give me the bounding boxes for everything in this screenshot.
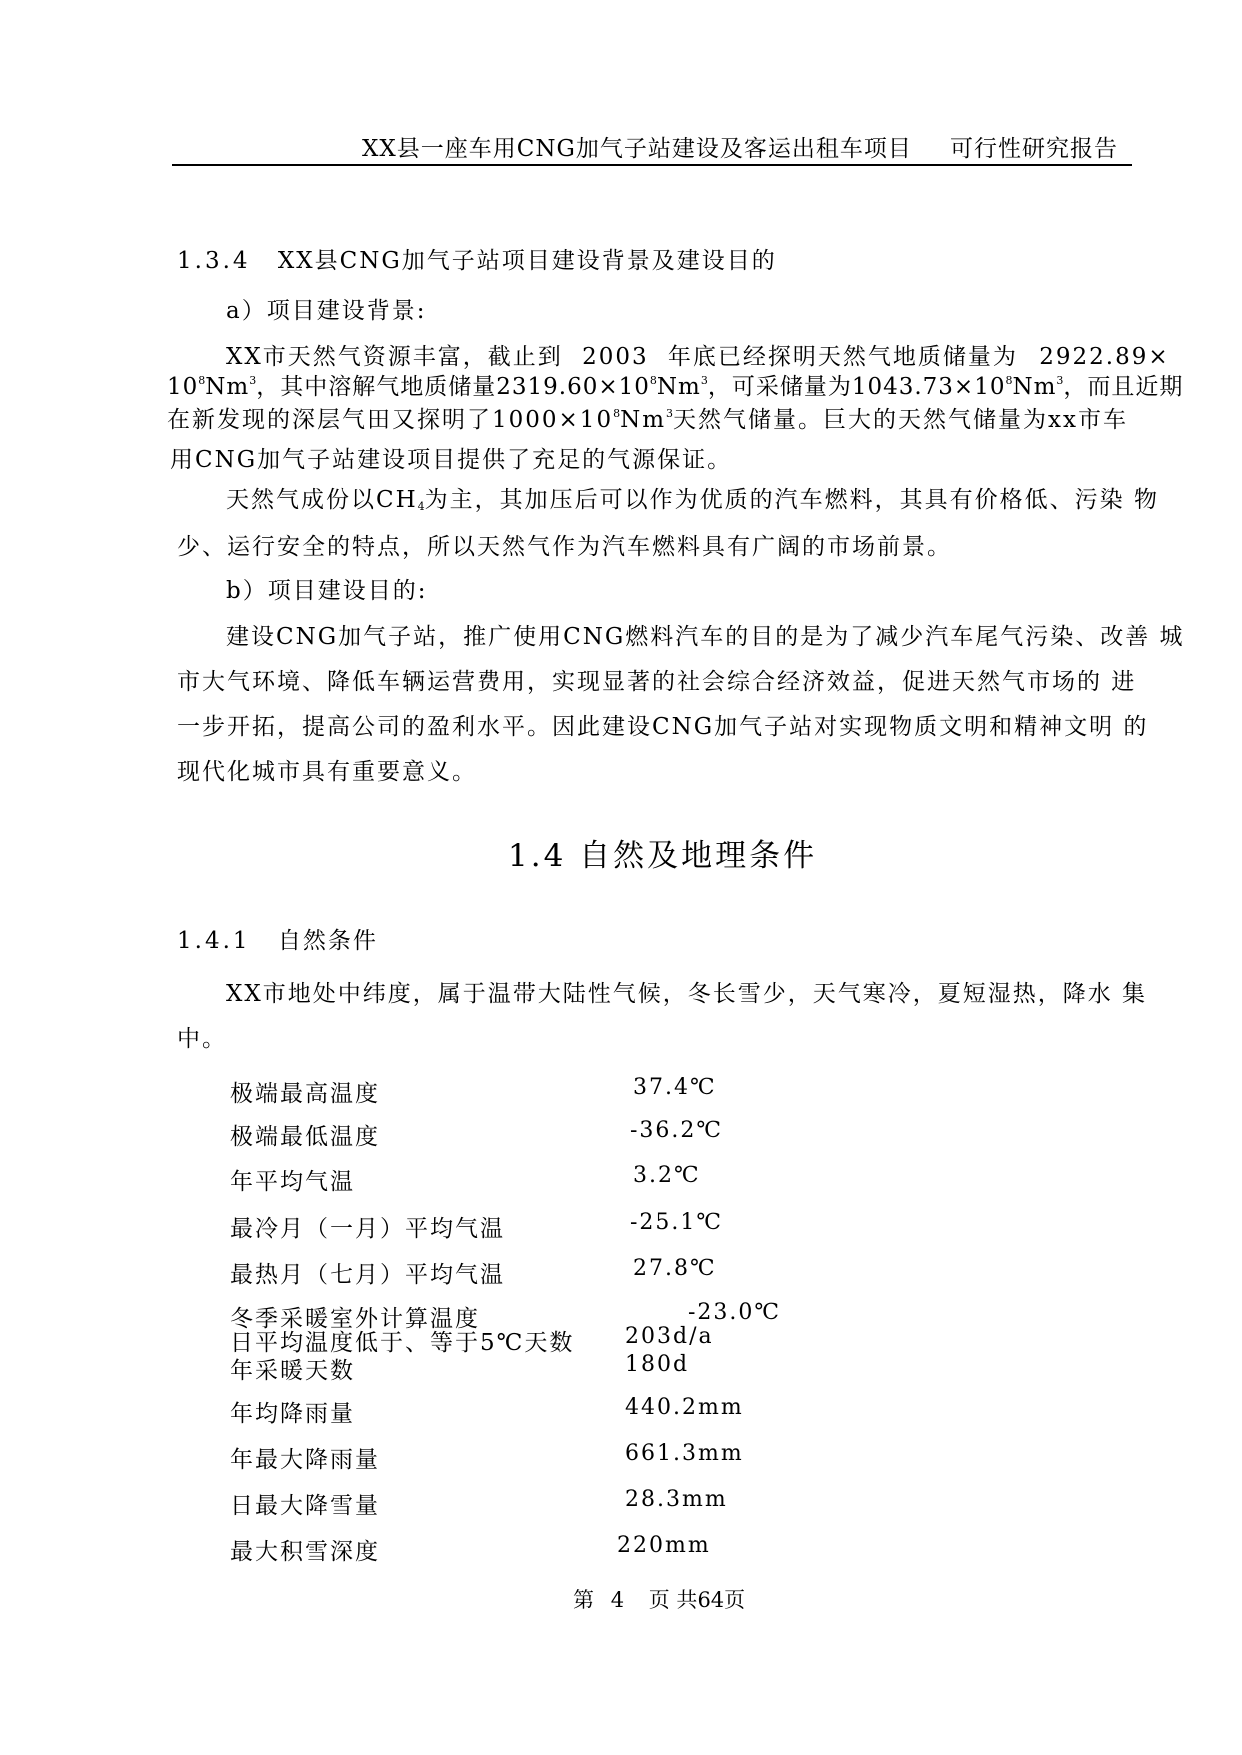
section-1-3-4-heading [177,242,777,275]
climate-value: 27.8℃ [633,1256,717,1281]
paragraph-1-line-2: $10^8Nm^3$，其中溶解气地质储量$2319.60\times 10^8Nm^3$，可采储量为$1043.73\times 10^8Nm^3$，而且近期 [167,374,1184,400]
climate-value: 3.2℃ [633,1163,701,1188]
section-number: 1.4.1 [177,928,251,954]
climate-label: 年均降雨量 [230,1401,355,1427]
climate-label: 冬季采暖室外计算温度 [230,1306,480,1332]
subheading-background: a）项目建设背景: [226,298,427,324]
climate-value: 661.3mm [625,1441,744,1466]
climate-label: 最大积雪深度 [230,1539,380,1565]
climate-value: -23.0℃ [688,1300,782,1325]
climate-value: 37.4℃ [633,1075,717,1100]
section-1-4-1-heading [177,922,378,955]
climate-value: -25.1℃ [630,1210,724,1235]
climate-value: 203d/a [625,1324,714,1349]
paragraph-3-line-2: 市大气环境、降低车辆运营费用，实现显著的社会综合经济效益，促进天然气市场的 进 [177,669,1137,695]
section-title: 自然条件 [277,928,378,954]
paragraph-1-line-3: 在新发现的深层气田又探明了$1000\times 10^8Nm^3$天然气储量。巨大的天然气储量为xx市车 [167,407,1128,433]
climate-value: -36.2℃ [630,1118,724,1143]
subheading-purpose: b）项目建设目的: [226,578,428,604]
climate-intro-line-2: 中。 [177,1026,227,1052]
section-title: XX县CNG加气子站项目建设背景及建设目的 [277,248,777,274]
paragraph-1-line-1: XX市天然气资源丰富，截止到 2003 年底已经探明天然气地质储量为 2922.89× [226,344,1170,370]
climate-label: 极端最低温度 [230,1124,380,1150]
paragraph-3-line-4: 现代化城市具有重要意义。 [177,759,477,785]
climate-label: 最冷月（一月）平均气温 [230,1216,505,1242]
climate-label: 极端最高温度 [230,1081,380,1107]
climate-intro-line-1: XX市地处中纬度，属于温带大陆性气候，冬长雪少，天气寒冷，夏短湿热，降水 集 [226,981,1148,1007]
section-number: 1.3.4 [177,248,251,274]
climate-label: 日平均温度低于、等于5℃天数 [230,1330,575,1356]
paragraph-3-line-1: 建设CNG加气子站，推广使用CNG燃料汽车的目的是为了减少汽车尾气污染、改善 城 [226,624,1185,650]
climate-label: 年最大降雨量 [230,1447,380,1473]
paragraph-3-line-3: 一步开拓，提高公司的盈利水平。因此建设CNG加气子站对实现物质文明和精神文明 的 [177,714,1149,740]
header-rule [172,164,1132,166]
section-1-4-title: 1.4 自然及地理条件 [508,838,818,874]
paragraph-1-line-4: 用CNG加气子站建设项目提供了充足的气源保证。 [170,447,733,473]
header-doc-type: 可行性研究报告 [950,136,1118,162]
climate-value: 440.2mm [625,1395,744,1420]
climate-label: 最热月（七月）平均气温 [230,1262,505,1288]
climate-label: 年平均气温 [230,1169,355,1195]
climate-label: 年采暖天数 [230,1358,355,1384]
header-title: XX县一座车用CNG加气子站建设及客运出租车项目 [362,136,912,162]
climate-value: 180d [625,1352,690,1377]
paragraph-2-line-2: 少、运行安全的特点，所以天然气作为汽车燃料具有广阔的市场前景。 [177,534,952,560]
paragraph-2-line-1: 天然气成份以$CH_4$为主，其加压后可以作为优质的汽车燃料，其具有价格低、污染 物 [226,487,1159,513]
climate-label: 日最大降雪量 [230,1493,380,1519]
page-number: 第 4 页 共64页 [573,1588,746,1612]
climate-value: 28.3mm [625,1487,728,1512]
climate-value: 220mm [617,1533,711,1558]
